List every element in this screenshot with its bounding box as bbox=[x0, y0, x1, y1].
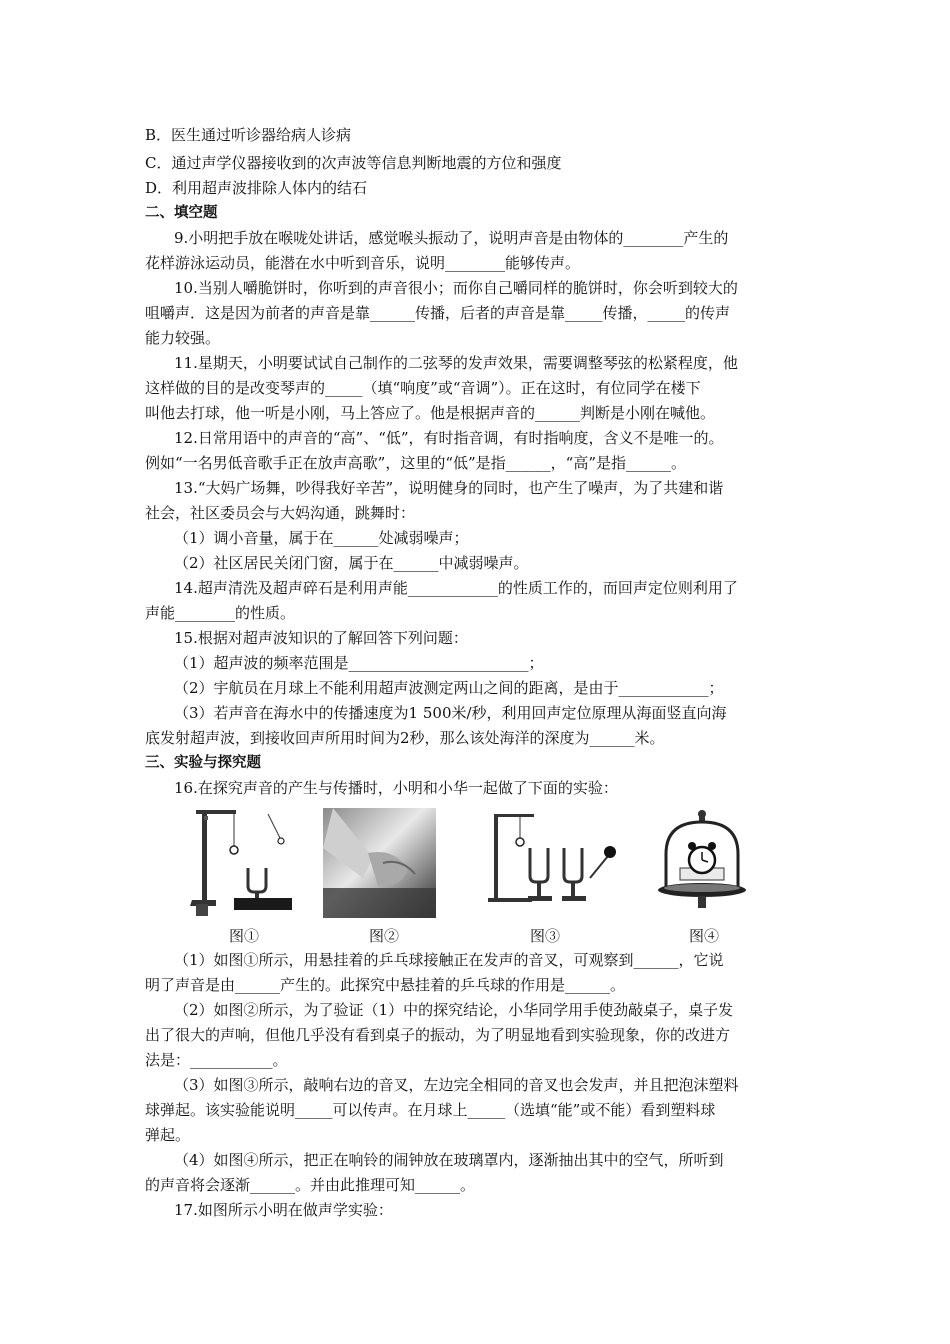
question-16-part-1-line-1: （1）如图①所示，用悬挂着的乒乓球接触正在发声的音叉，可观察到______，它说 bbox=[174, 951, 724, 969]
question-15-part-3-line-2: 底发射超声波，到接收回声所用时间为2秒，那么该处海洋的深度为______米。 bbox=[145, 729, 665, 747]
question-14-line-2: 声能________的性质。 bbox=[145, 604, 296, 622]
question-15-part-3-line-1: （3）若声音在海水中的传播速度为1 500米/秒，利用回声定位原理从海面竖直向海 bbox=[174, 704, 727, 722]
question-12-line-2: 例如“一名男低音歌手正在放声高歌”，这里的“低”是指______，“高”是指______。 bbox=[145, 454, 687, 472]
question-9-line-2: 花样游泳运动员，能潜在水中听到音乐，说明________能够传声。 bbox=[145, 254, 581, 272]
question-13-part-1: （1）调小音量，属于在______处减弱噪声； bbox=[174, 529, 469, 547]
question-16-part-4-line-2: 的声音将会逐渐______。并由此推理可知______。 bbox=[145, 1176, 476, 1194]
question-13-line-2: 社会，社区委员会与大妈沟通，跳舞时： bbox=[145, 504, 416, 522]
question-16-intro: 16.在探究声音的产生与传播时，小明和小华一起做了下面的实验： bbox=[174, 779, 618, 797]
figure-3-two-tuning-forks bbox=[486, 808, 626, 918]
question-11-line-3: 叫他去打球，他一听是小刚，马上答应了。他是根据声音的______判断是小刚在喊他。 bbox=[145, 404, 716, 422]
question-16-part-2-line-1: （2）如图②所示，为了验证（1）中的探究结论，小华同学用手使劲敲桌子，桌子发 bbox=[174, 1001, 734, 1019]
question-16-part-3-line-1: （3）如图③所示，敲响右边的音叉，左边完全相同的音叉也会发声，并且把泡沫塑料 bbox=[174, 1076, 739, 1094]
question-16-part-3-line-2: 球弹起。该实验能说明_____可以传声。在月球上_____（选填“能”或不能）看到塑料球 bbox=[145, 1101, 716, 1119]
question-14-line-1: 14.超声清洗及超声碎石是利用声能____________的性质工作的，而回声定位则利用了 bbox=[174, 579, 738, 597]
question-13-part-2: （2）社区居民关闭门窗，属于在______中减弱噪声。 bbox=[174, 554, 529, 572]
question-10-line-3: 能力较强。 bbox=[145, 329, 221, 347]
figure-4-bell-jar-alarm-clock bbox=[652, 808, 752, 918]
caption-figure-4: 图④ bbox=[689, 927, 720, 945]
question-16-part-3-line-3: 弹起。 bbox=[145, 1126, 191, 1144]
question-13-line-1: 13.“大妈广场舞，吵得我好辛苦”，说明健身的同时，也产生了噪声，为了共建和谐 bbox=[174, 479, 724, 497]
question-11-line-2: 这样做的目的是改变琴声的_____（填“响度”或“音调”）。正在这时，有位同学在楼下 bbox=[145, 379, 701, 397]
question-15-part-1: （1）超声波的频率范围是________________________； bbox=[174, 654, 544, 672]
question-16-part-1-line-2: 明了声音是由______产生的。此探究中悬挂着的乒乓球的作用是______。 bbox=[145, 976, 626, 994]
option-b: B．医生通过听诊器给病人诊病 bbox=[145, 126, 352, 144]
option-d: D．利用超声波排除人体内的结石 bbox=[145, 179, 368, 197]
caption-figure-3: 图③ bbox=[530, 927, 561, 945]
figure-1-tuning-fork-ball bbox=[186, 808, 296, 918]
question-16-part-2-line-2: 出了很大的声响，但他几乎没有看到桌子的振动，为了明显地看到实验现象，你的改进方 bbox=[145, 1026, 731, 1044]
figure-2-hand-on-table-photo bbox=[323, 808, 436, 918]
question-12-line-1: 12.日常用语中的声音的“高”、“低”，有时指音调，有时指响度，含义不是唯一的。 bbox=[174, 429, 724, 447]
question-15-part-2: （2）宇航员在月球上不能利用超声波测定两山之间的距离，是由于____________； bbox=[174, 679, 724, 697]
question-9-line-1: 9.小明把手放在喉咙处讲话，感觉喉头振动了，说明声音是由物体的________产生的 bbox=[174, 229, 729, 247]
question-11-line-1: 11.星期天，小明要试试自己制作的二弦琴的发声效果，需要调整琴弦的松紧程度，他 bbox=[174, 354, 738, 372]
question-10-line-1: 10.当别人嚼脆饼时，你听到的声音很小；而你自己嚼同样的脆饼时，你会听到较大的 bbox=[174, 279, 738, 297]
question-17-intro: 17.如图所示小明在做声学实验： bbox=[174, 1201, 393, 1219]
question-15-line-1: 15.根据对超声波知识的了解回答下列问题： bbox=[174, 629, 468, 647]
question-10-line-2: 咀嚼声．这是因为前者的声音是靠______传播，后者的声音是靠_____传播，_____的传声 bbox=[145, 304, 731, 322]
option-c: C．通过声学仪器接收到的次声波等信息判断地震的方位和强度 bbox=[145, 154, 562, 172]
caption-figure-1: 图① bbox=[229, 927, 260, 945]
question-16-part-4-line-1: （4）如图④所示，把正在响铃的闹钟放在玻璃罩内，逐渐抽出其中的空气，所听到 bbox=[174, 1151, 724, 1169]
caption-figure-2: 图② bbox=[369, 927, 400, 945]
section-heading-experiment: 三、实验与探究题 bbox=[145, 755, 261, 771]
section-heading-fill-blank: 二、填空题 bbox=[145, 205, 218, 221]
question-16-part-2-line-3: 法是：___________。 bbox=[145, 1051, 288, 1069]
